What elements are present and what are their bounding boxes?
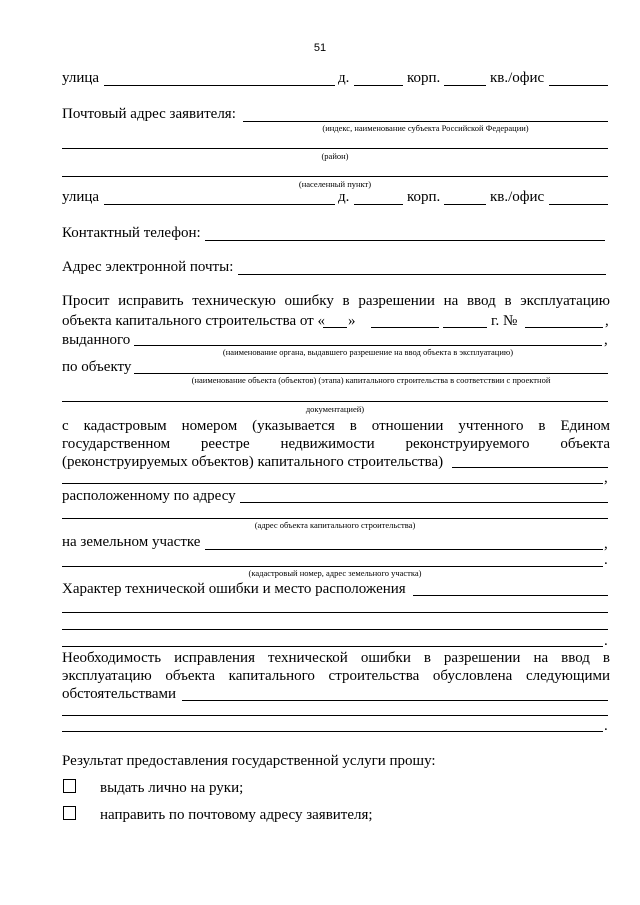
apartment-field[interactable] bbox=[549, 85, 608, 86]
postal-index-caption: (индекс, наименование субъекта Российской Федерации) bbox=[322, 123, 529, 133]
house-field[interactable] bbox=[354, 85, 403, 86]
object-label: по объекту bbox=[62, 359, 132, 375]
building-field[interactable] bbox=[444, 85, 486, 86]
documents-caption: документацией) bbox=[305, 404, 365, 414]
option-in-person-label: выдать лично на руки; bbox=[100, 780, 244, 796]
district-caption: (район) bbox=[321, 151, 349, 161]
postal-building-field[interactable] bbox=[444, 204, 486, 205]
issued-label: выданного bbox=[62, 332, 131, 348]
cadastral-field-continued[interactable] bbox=[62, 483, 603, 484]
necessity-field-line-2[interactable] bbox=[62, 715, 608, 716]
necessity-line-1: Необходимость исправления технической ошибки в разрешении на ввод в bbox=[62, 650, 610, 666]
issuer-field[interactable] bbox=[134, 345, 602, 346]
option-by-post-checkbox[interactable] bbox=[63, 806, 76, 820]
email-label: Адрес электронной почты: bbox=[62, 259, 234, 275]
request-date-prefix: объекта капитального строительства от « bbox=[62, 313, 325, 329]
necessity-line-3: обстоятельствами bbox=[62, 686, 177, 702]
request-month-field[interactable] bbox=[371, 327, 439, 328]
location-caption: (адрес объекта капитального строительства) bbox=[254, 520, 416, 530]
error-period: . bbox=[604, 633, 608, 649]
postal-apartment-label: кв./офис bbox=[490, 189, 545, 205]
land-comma: , bbox=[604, 536, 608, 552]
location-label: расположенному по адресу bbox=[62, 488, 236, 504]
object-caption: (наименование объекта (объектов) (этапа) капитального строительства в соответствии с проектной bbox=[191, 375, 551, 385]
postal-street-label: улица bbox=[62, 189, 100, 205]
request-year-field[interactable] bbox=[443, 327, 487, 328]
option-in-person-checkbox[interactable] bbox=[63, 779, 76, 793]
land-field[interactable] bbox=[205, 549, 603, 550]
error-label: Характер технической ошибки и место расположения bbox=[62, 581, 406, 597]
location-field-continued[interactable] bbox=[62, 518, 608, 519]
phone-field[interactable] bbox=[205, 240, 605, 241]
request-date-close: » bbox=[348, 313, 356, 329]
street-field[interactable] bbox=[104, 85, 335, 86]
building-label: корп. bbox=[407, 70, 441, 86]
apartment-label: кв./офис bbox=[490, 70, 545, 86]
cadastral-line-2: государственном реестре недвижимости реконструируемого объекта bbox=[62, 436, 610, 452]
postal-building-label: корп. bbox=[407, 189, 441, 205]
phone-label: Контактный телефон: bbox=[62, 225, 201, 241]
district-field[interactable] bbox=[62, 148, 608, 149]
cadastral-line-3: (реконструируемых объектов) капитального строительства) bbox=[62, 454, 444, 470]
necessity-period: . bbox=[604, 718, 608, 734]
request-comma-1: , bbox=[605, 313, 609, 329]
settlement-field[interactable] bbox=[62, 176, 608, 177]
request-day-field[interactable] bbox=[323, 327, 347, 328]
postal-street-field[interactable] bbox=[104, 204, 335, 205]
object-field[interactable] bbox=[134, 373, 608, 374]
necessity-field-line-3[interactable] bbox=[62, 731, 603, 732]
cadastral-comma: , bbox=[604, 470, 608, 486]
postal-address-label: Почтовый адрес заявителя: bbox=[62, 106, 236, 122]
postal-apartment-field[interactable] bbox=[549, 204, 608, 205]
street-label: улица bbox=[62, 70, 100, 86]
issuer-caption: (наименование органа, выдавшего разрешение на ввод объекта в эксплуатацию) bbox=[222, 347, 514, 357]
land-label: на земельном участке bbox=[62, 534, 201, 550]
postal-index-field[interactable] bbox=[243, 121, 608, 122]
email-field[interactable] bbox=[238, 274, 606, 275]
land-caption: (кадастровый номер, адрес земельного участка) bbox=[248, 568, 422, 578]
error-field-line-2[interactable] bbox=[62, 612, 608, 613]
error-field[interactable] bbox=[413, 595, 608, 596]
request-line-1: Просит исправить техническую ошибку в разрешении на ввод в эксплуатацию bbox=[62, 293, 610, 309]
cadastral-line-1: с кадастровым номером (указывается в отношении учтенного в Едином bbox=[62, 418, 610, 434]
result-label: Результат предоставления государственной услуги прошу: bbox=[62, 753, 436, 769]
object-field-continued[interactable] bbox=[62, 401, 608, 402]
postal-house-field[interactable] bbox=[354, 204, 403, 205]
option-by-post-label: направить по почтовому адресу заявителя; bbox=[100, 807, 373, 823]
land-field-continued[interactable] bbox=[62, 566, 603, 567]
error-field-line-3[interactable] bbox=[62, 629, 608, 630]
page-number: 51 bbox=[313, 42, 327, 54]
necessity-line-2: эксплуатацию объекта капитального строительства обусловлена следующими bbox=[62, 668, 610, 684]
request-number-field[interactable] bbox=[525, 327, 603, 328]
cadastral-number-field[interactable] bbox=[452, 467, 608, 468]
location-field[interactable] bbox=[240, 502, 608, 503]
error-field-line-4[interactable] bbox=[62, 646, 603, 647]
necessity-field[interactable] bbox=[182, 700, 608, 701]
issued-comma: , bbox=[604, 332, 608, 348]
house-label: д. bbox=[338, 70, 350, 86]
request-number-label: г. № bbox=[491, 313, 518, 329]
settlement-caption: (населенный пункт) bbox=[298, 179, 372, 189]
land-period: . bbox=[604, 552, 608, 568]
postal-house-label: д. bbox=[338, 189, 350, 205]
